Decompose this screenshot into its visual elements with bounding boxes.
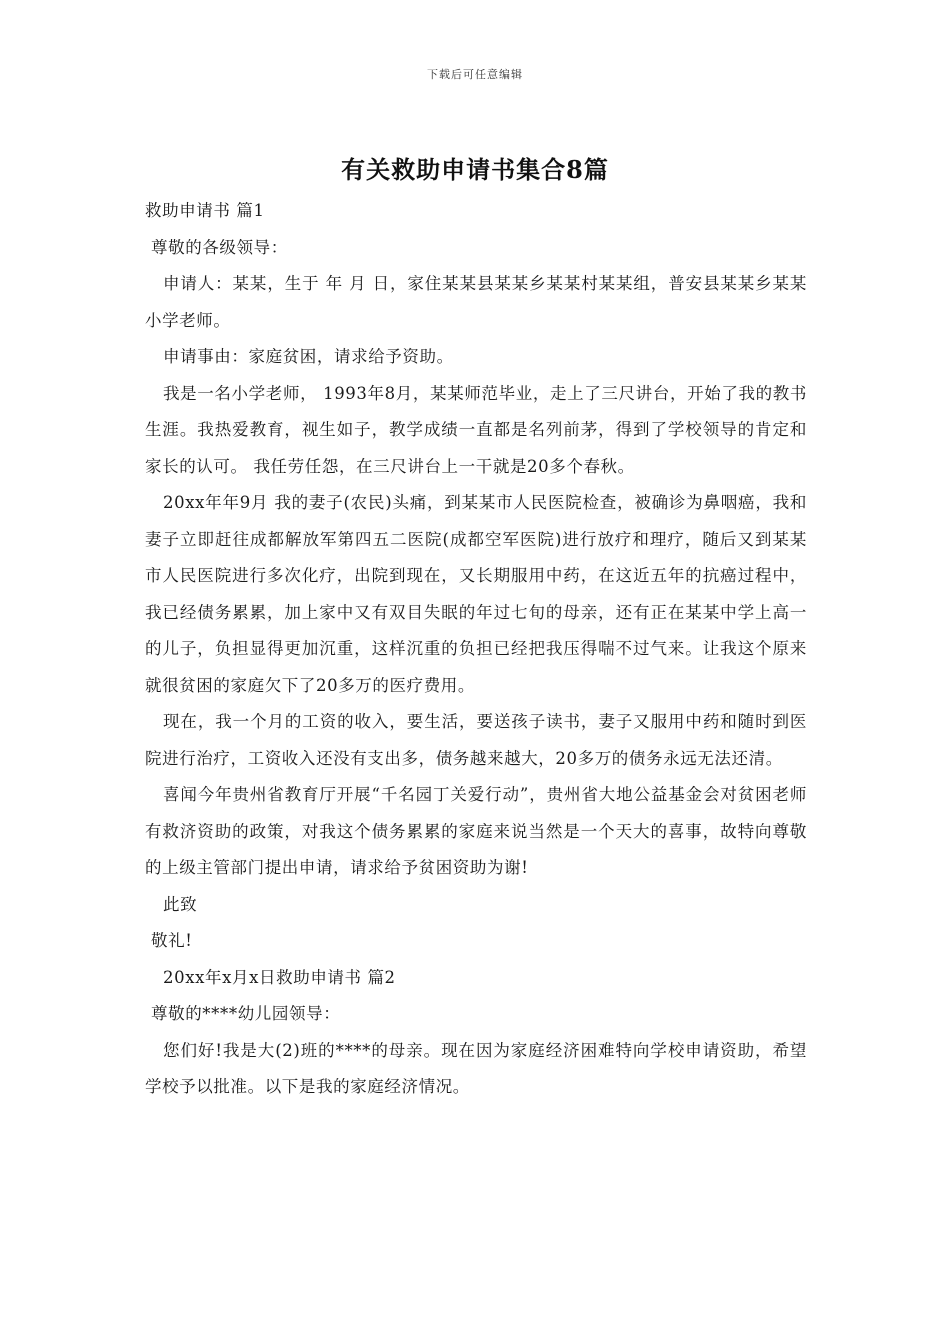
salutation: 尊敬的各级领导： bbox=[151, 237, 288, 257]
body-paragraph: 我是一名小学老师， 1993年8月，某某师范毕业，走上了三尺讲台，开始了我的教书生涯。我热爱教育，视生如子，教学成绩一直都是名列前茅，得到了学校领导的肯定和家长的认可。 我任劳任怨，在三尺讲台上一干就是20多个春秋。 bbox=[145, 383, 807, 476]
section-heading-1: 救助申请书 篇1 bbox=[145, 201, 265, 220]
salutation: 尊敬的****幼儿园领导： bbox=[151, 1004, 341, 1023]
body-paragraph: 现在，我一个月的工资的收入，要生活，要送孩子读书，妻子又服用中药和随时到医院进行治疗，工资收入还没有支出多，债务越来越大，20多万的债务永远无法还清。 bbox=[145, 712, 807, 768]
reason-paragraph: 申请事由：家庭贫困，请求给予资助。 bbox=[163, 347, 454, 366]
document-title: 有关救助申请书集合8篇 bbox=[341, 155, 609, 184]
header-note: 下载后可任意编辑 bbox=[427, 68, 523, 81]
body-paragraph: 您们好!我是大(2)班的****的母亲。现在因为家庭经济困难特向学校申请资助，希望学校予以批准。以下是我的家庭经济情况。 bbox=[145, 1040, 807, 1096]
closing-regards: 敬礼! bbox=[151, 931, 193, 950]
closing-line: 此致 bbox=[163, 894, 198, 914]
applicant-paragraph: 申请人：某某，生于 年 月 日，家住某某县某某乡某某村某某组，普安县某某乡某某小学老师。 bbox=[145, 274, 807, 330]
section-heading-2: 20xx年x月x日救助申请书 篇2 bbox=[163, 967, 396, 987]
body-paragraph: 喜闻今年贵州省教育厅开展“千名园丁关爱行动”，贵州省大地公益基金会对贫困老师有救济资助的政策，对我这个债务累累的家庭来说当然是一个天大的喜事，故特向尊敬的上级主管部门提出申请，请求给予贫困资助为谢! bbox=[145, 785, 807, 877]
document-body bbox=[145, 193, 807, 1106]
body-paragraph: 20xx年年9月 我的妻子(农民)头痛，到某某市人民医院检查，被确诊为鼻咽癌，我和妻子立即赶往成都解放军第四五二医院(成都空军医院)进行放疗和理疗，随后又到某某市人民医院进行多次化疗，出院到现在，又长期服用中药，在这近五年的抗癌过程中，我已经债务累累，加上家中又有双目失眠的年过七旬的母亲，还有正在某某中学上高一的儿子，负担显得更加沉重，这样沉重的负担已经把我压得喘不过气来。让我这个原来就很贫困的家庭欠下了20多万的医疗费用。 bbox=[145, 493, 807, 695]
